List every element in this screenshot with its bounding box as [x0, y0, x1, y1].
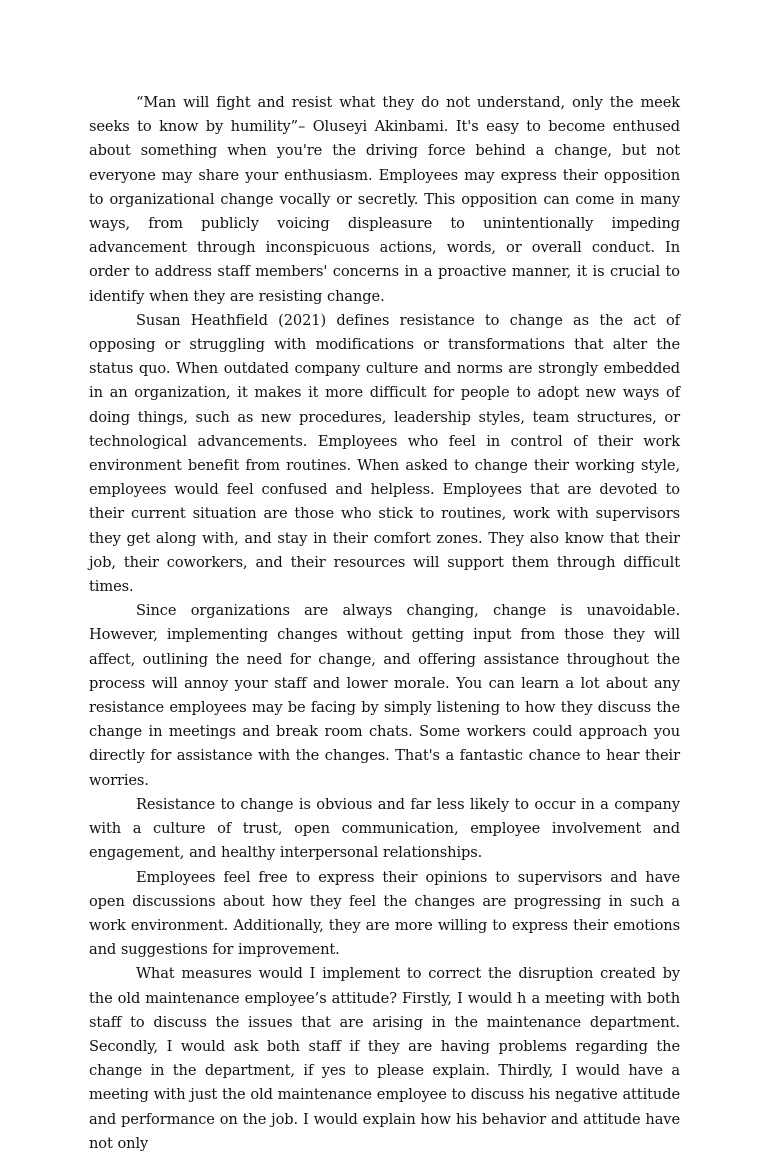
paragraph-corrective-measures: What measures would I implement to correct the disruption created by the old maintenance employee’s attitude? Firstly, I would h a meeting with both staff to discuss the issues that are arising in the maintenance department. Secondly, I would ask both staff if they are having problems regarding the change in the department, if yes to please explain. Thirdly, I would have a meeting with just the old maintenance employee to discuss his negative attitude and performance on the job. I would explain how his behavior and attitude have not only	[89, 965, 680, 1152]
paragraph-open-discussions: Employees feel free to express their opinions to supervisors and have open discussions about how they feel the changes are progressing in such a work environment. Additionally, they are more willing to express their emotions and suggestions for improvement.	[89, 868, 680, 959]
paragraph-culture-of-trust: Resistance to change is obvious and far less likely to occur in a company with a culture of trust, open communication, employee involvement and engagement, and healthy interpersonal relationships.	[89, 795, 680, 862]
paragraph-resistance-definition: Susan Heathfield (2021) defines resistance to change as the act of opposing or struggling with modifications or transformations that alter the status quo. When outdated company culture and norms are strongly embedded in an organization, it makes it more difficult for people to adopt new ways of doing things, such as new procedures, leadership styles, team structures, or technological advancements. Employees who feel in control of their work environment benefit from routines. When asked to change their working style, employees would feel confused and helpless. Employees that are devoted to their current situation are those who stick to routines, work with supervisors they get along with, and stay in their comfort zones. They also know that their job, their coworkers, and their resources will support them through difficult times.	[89, 311, 680, 596]
document-body	[89, 91, 680, 1156]
paragraph-change-unavoidable: Since organizations are always changing, change is unavoidable. However, implementing changes without getting input from those they will affect, outlining the need for change, and offering assistance throughout the process will annoy your staff and lower morale. You can learn a lot about any resistance employees may be facing by simply listening to how they discuss the change in meetings and break room chats. Some workers could approach you directly for assistance with the changes. That's a fantastic chance to hear their worries.	[89, 602, 680, 789]
paragraph-opening-quote: “Man will fight and resist what they do not understand, only the meek seeks to know by humility”– Oluseyi Akinbami. It's easy to become enthused about something when you're the driving force behind a change, but not everyone may share your enthusiasm. Employees may express their opposition to organizational change vocally or secretly. This opposition can come in many ways, from publicly voicing displeasure to unintentionally impeding advancement through inconspicuous actions, words, or overall conduct. In order to address staff members' concerns in a proactive manner, it is crucial to identify when they are resisting change.	[89, 94, 680, 305]
